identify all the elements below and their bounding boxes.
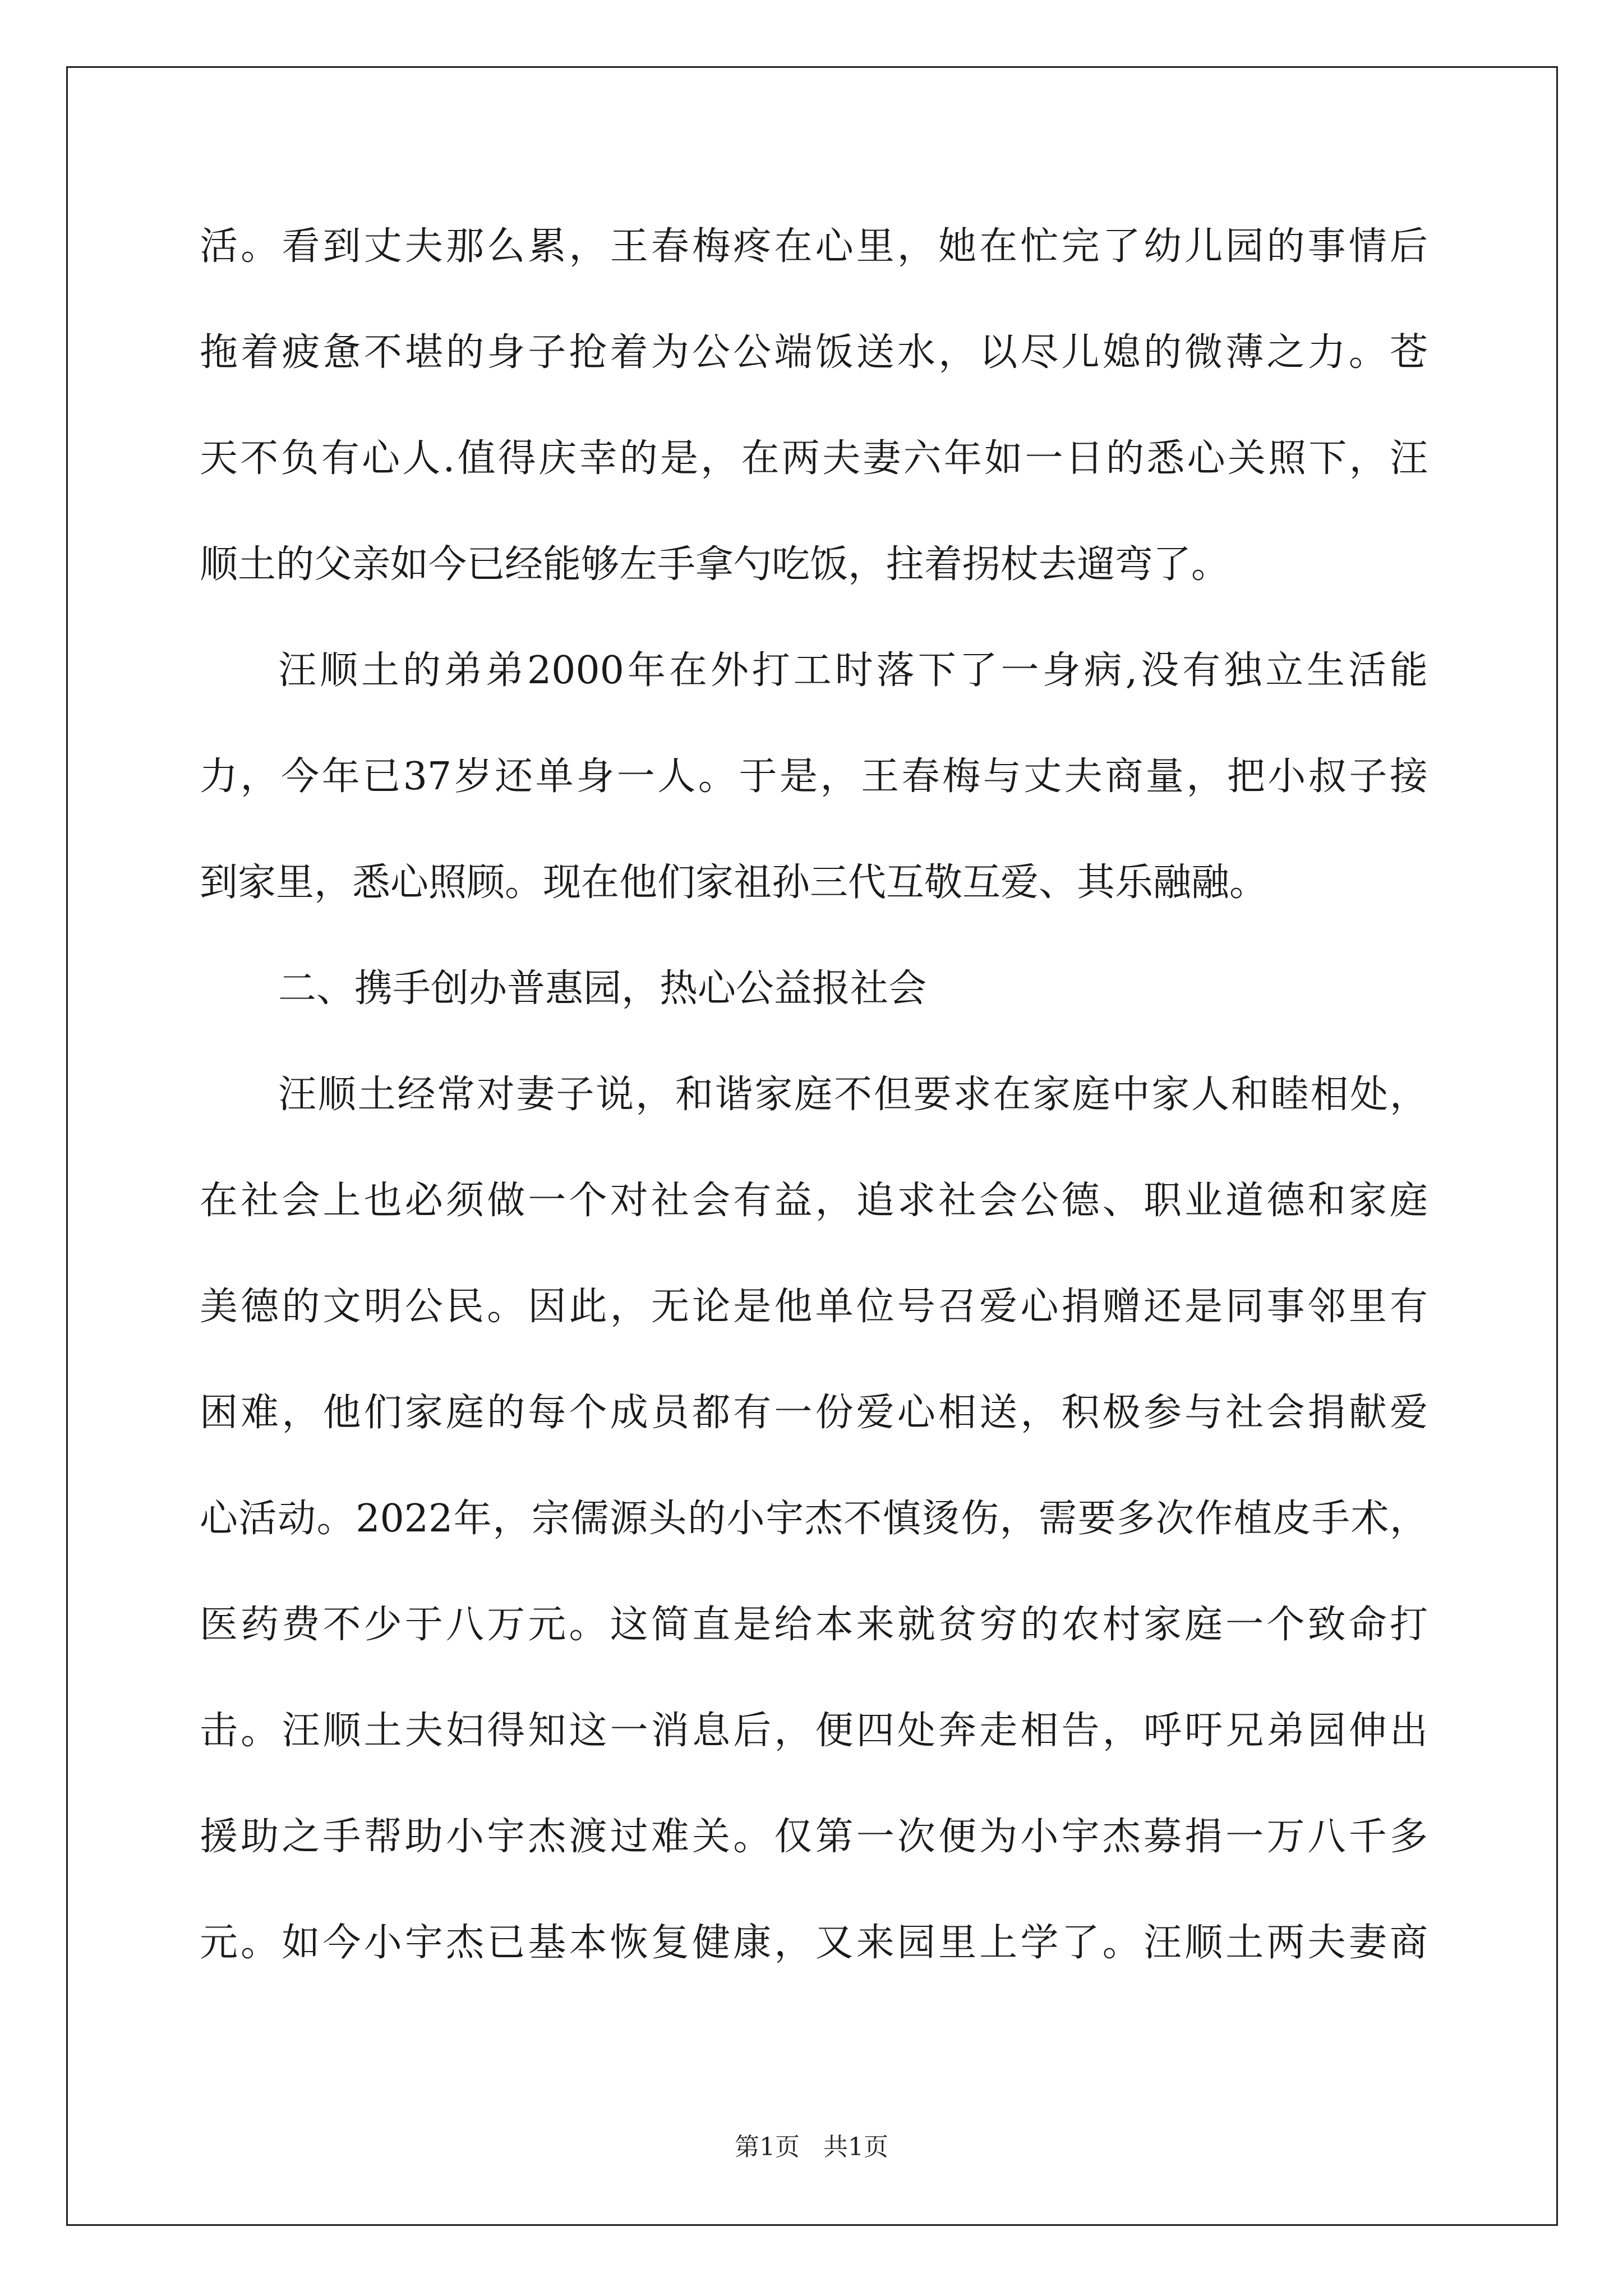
page-total: 共1页 — [823, 2133, 888, 2161]
paragraph-start: 汪顺土经常对妻子说，和谐家庭不但要求在家庭中家人和睦相处， — [278, 1073, 1428, 1117]
section-heading: 二、携手创办普惠园，热心公益报社会 — [278, 967, 927, 1011]
text-line: 元。如今小宇杰已基本恢复健康，又来园里上学了。汪顺土两夫妻商 — [200, 1921, 1428, 1965]
text-line: 拖着疲惫不堪的身子抢着为公公端饭送水，以尽儿媳的微薄之力。苍 — [200, 330, 1428, 375]
paragraph-start: 汪顺土的弟弟2000年在外打工时落下了一身病,没有独立生活能 — [278, 648, 1428, 693]
text-line: 援助之手帮助小宇杰渡过难关。仅第一次便为小宇杰募捐一万八千多 — [200, 1815, 1428, 1859]
document-body — [200, 210, 1428, 2013]
text-line: 顺土的父亲如今已经能够左手拿勺吃饭，拄着拐杖去遛弯了。 — [200, 542, 1230, 587]
text-line: 活。看到丈夫那么累，王春梅疼在心里，她在忙完了幼儿园的事情后 — [200, 224, 1428, 269]
text-line: 天不负有心人.值得庆幸的是，在两夫妻六年如一日的悉心关照下，汪 — [200, 436, 1428, 481]
text-line: 在社会上也必须做一个对社会有益，追求社会公德、职业道德和家庭 — [200, 1179, 1428, 1223]
text-line: 医药费不少于八万元。这简直是给本来就贫穷的农村家庭一个致命打 — [200, 1603, 1428, 1647]
text-line: 击。汪顺土夫妇得知这一消息后，便四处奔走相告，呼吁兄弟园伸出 — [200, 1709, 1428, 1753]
text-line: 困难，他们家庭的每个成员都有一份爱心相送，积极参与社会捐献爱 — [200, 1391, 1428, 1435]
page-number: 第1页 — [735, 2133, 800, 2161]
text-line: 力，今年已37岁还单身一人。于是，王春梅与丈夫商量，把小叔子接 — [200, 754, 1428, 799]
text-line: 到家里，悉心照顾。现在他们家祖孙三代互敬互爱、其乐融融。 — [200, 861, 1268, 905]
text-line: 美德的文明公民。因此，无论是他单位号召爱心捐赠还是同事邻里有 — [200, 1285, 1428, 1329]
page-footer — [0, 2131, 1623, 2164]
text-line: 心活动。2022年，宗儒源头的小宇杰不慎烫伤，需要多次作植皮手术， — [200, 1497, 1428, 1541]
